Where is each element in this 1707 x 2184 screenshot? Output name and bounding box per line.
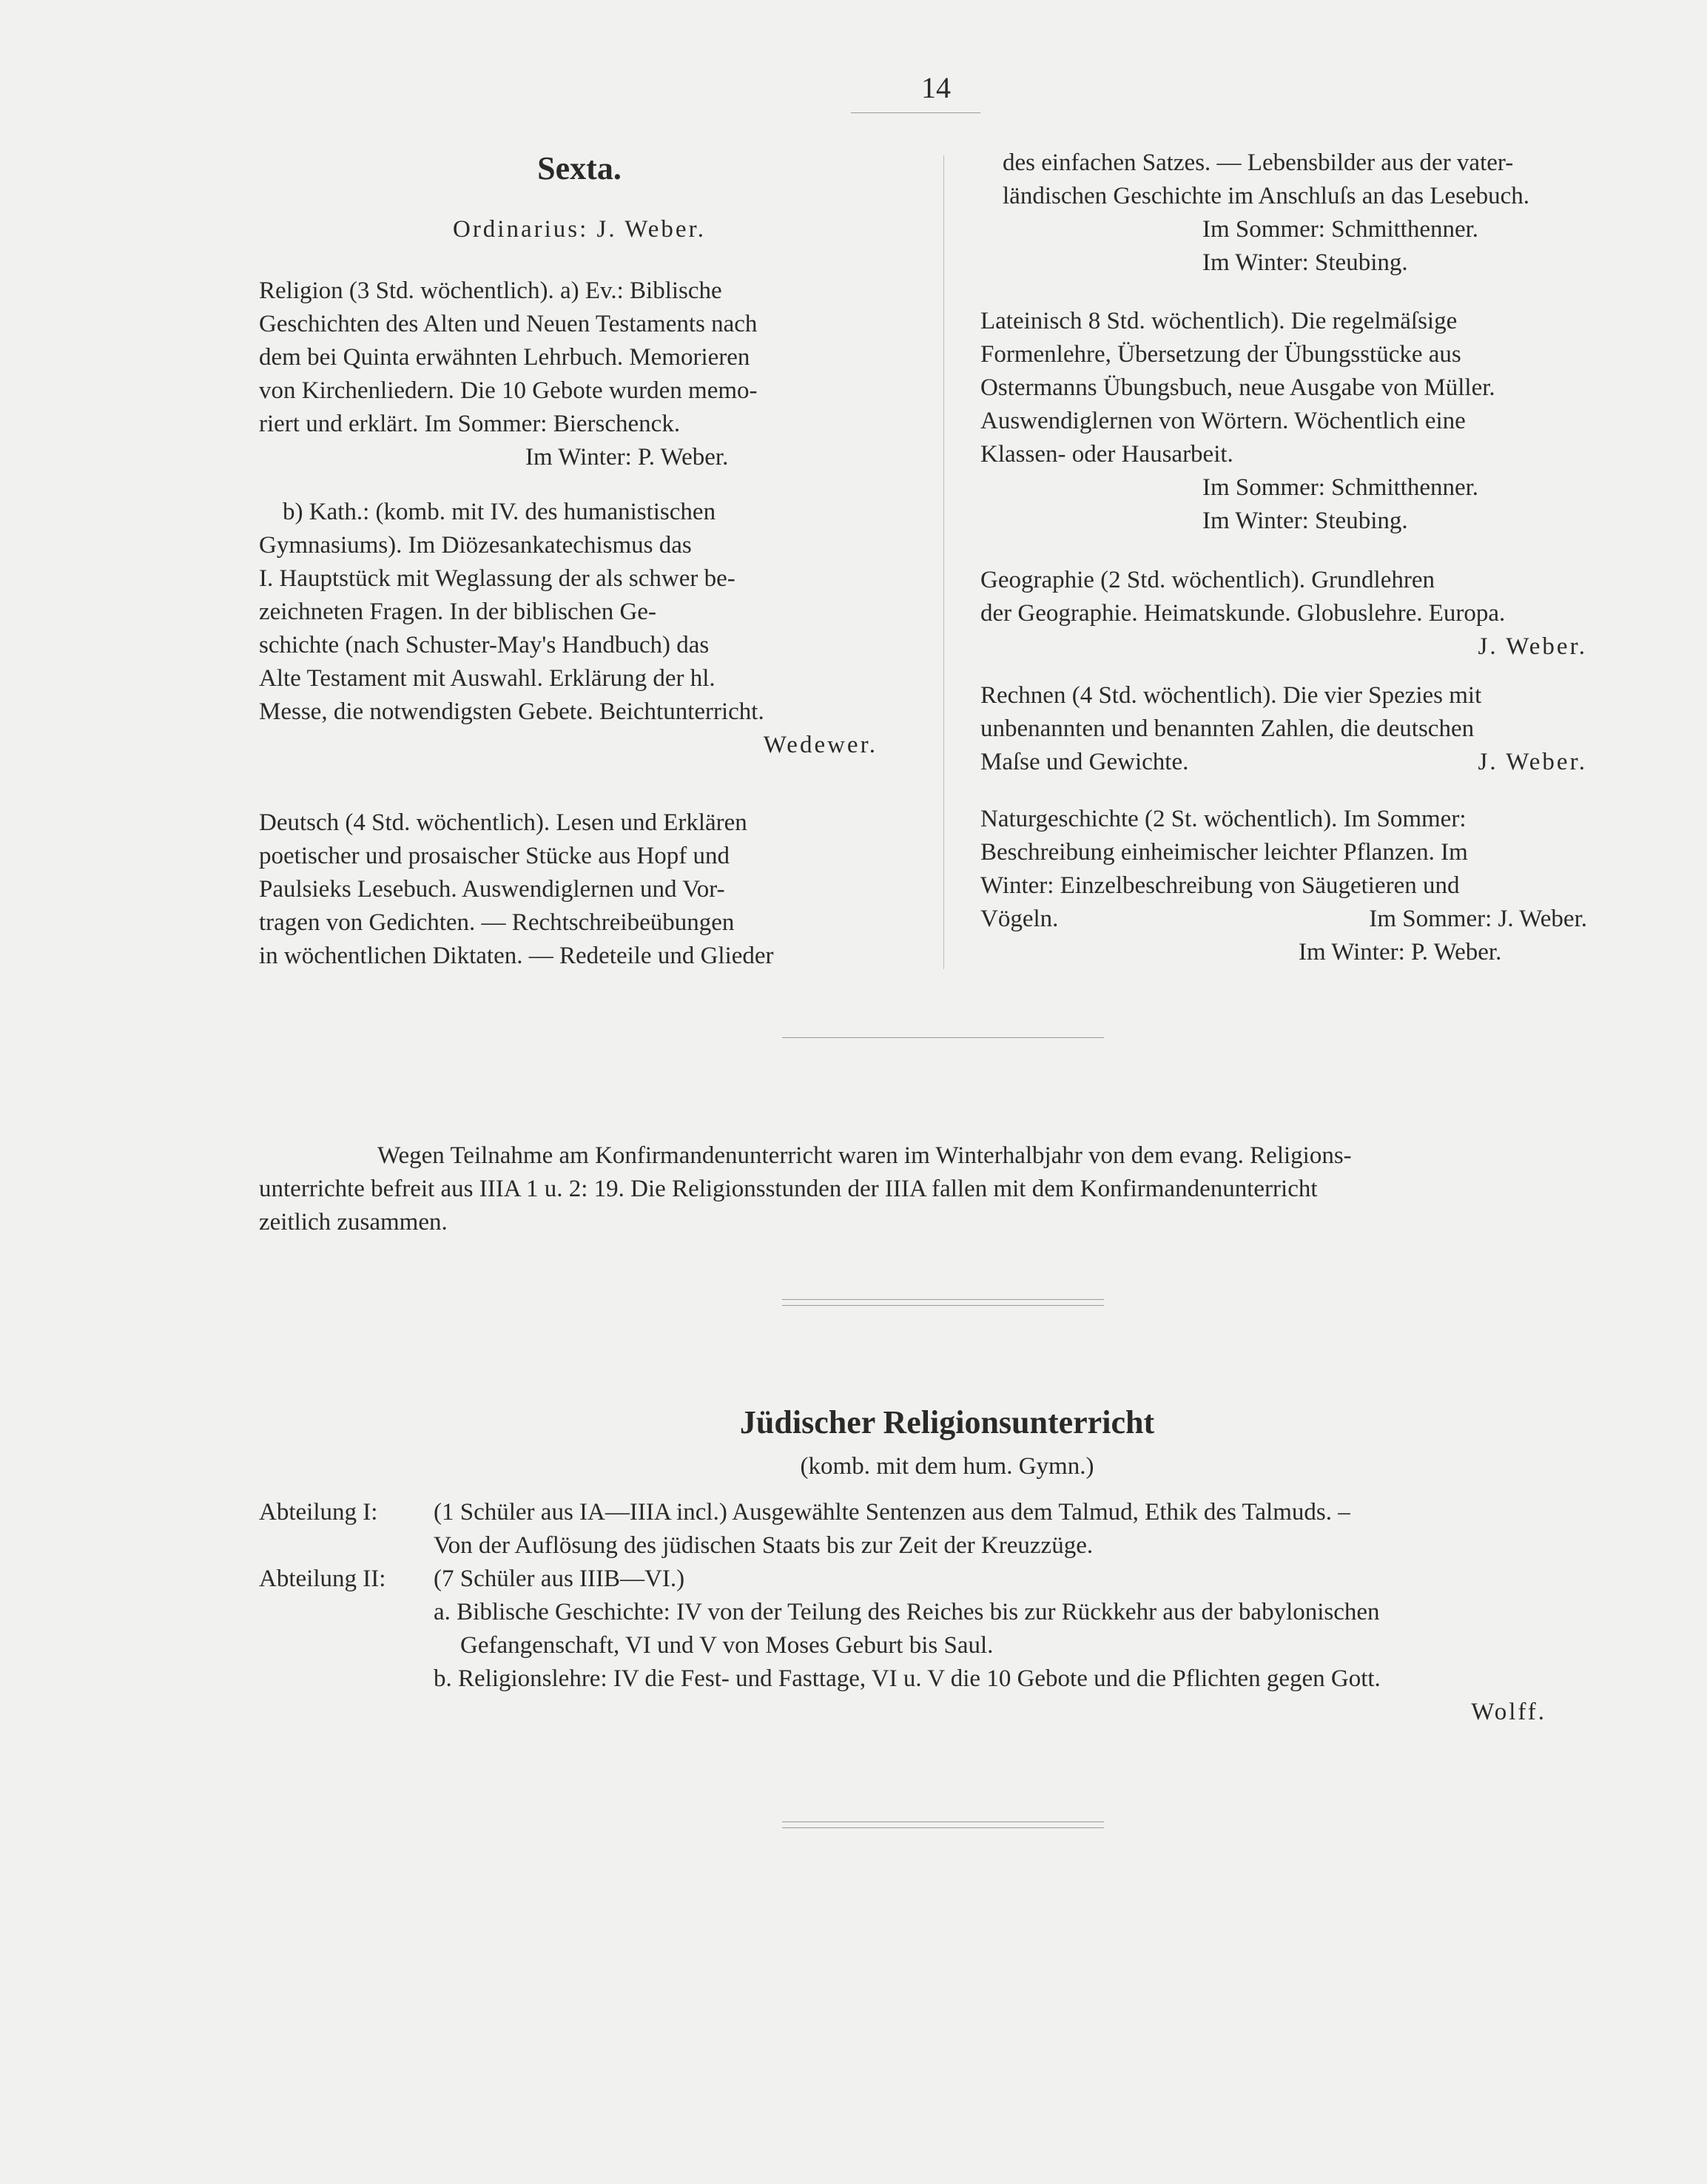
latein-winter: Im Winter: Steubing. [1202,508,1408,534]
deutsch-cont-line: des einfachen Satzes. — Lebensbilder aus der vater- [1003,149,1514,176]
kath-line: schichte (nach Schuster-May's Handbuch) das [259,632,710,658]
geographie-teacher: J. Weber. [1478,633,1587,660]
double-rule-bottom [782,1305,1104,1306]
abt2-text: (7 Schüler aus IIIB—VI.) [434,1565,685,1592]
kath-line: Messe, die notwendigsten Gebete. Beichtunterricht. [259,698,764,725]
natur-line: Beschreibung einheimischer leichter Pflanzen. Im [980,839,1468,866]
latein-sommer: Im Sommer: Schmitthenner. [1202,474,1479,501]
bottom-rule-bottom [782,1827,1104,1828]
natur-line: Winter: Einzelbeschreibung von Säugetieren und [980,872,1460,899]
deutsch-line: in wöchentlichen Diktaten. — Redeteile und Glieder [259,943,774,969]
note-line: unterrichte befreit aus IIIA 1 u. 2: 19. Die Religionsstunden der IIIA fallen mit dem Konfirmandenunterricht [259,1176,1318,1202]
sexta-title: Sexta. [537,150,622,186]
natur-line: Naturgeschichte (2 St. wöchentlich). Im Sommer: [980,806,1467,832]
note-line: zeitlich zusammen. [259,1209,448,1236]
juedisch-title: Jüdischer Religionsunterricht [739,1404,1155,1440]
abt2-b-line: b. Religionslehre: IV die Fest- und Fasttage, VI u. V die 10 Gebote und die Pflichten gegen Gott. [434,1665,1381,1692]
juedisch-subtitle: (komb. mit dem hum. Gymn.) [800,1453,1094,1480]
kath-line: zeichneten Fragen. In der biblischen Ge- [259,599,656,625]
page-number: 14 [921,71,951,104]
latein-line: Auswendiglernen von Wörtern. Wöchentlich eine [980,408,1466,434]
kath-line: Gymnasiums). Im Diözesankatechismus das [259,532,692,559]
deutsch-cont-winter: Im Winter: Steubing. [1202,249,1408,276]
latein-line: Ostermanns Übungsbuch, neue Ausgabe von Müller. [980,374,1495,401]
deutsch-line: Deutsch (4 Std. wöchentlich). Lesen und Erklären [259,809,747,836]
geographie-line: Geographie (2 Std. wöchentlich). Grundlehren [980,567,1435,593]
kath-line: I. Hauptstück mit Weglassung der als schwer be- [259,565,735,592]
kath-section [259,496,900,762]
deutsch-cont-section [980,146,1632,280]
section-rule [782,1037,1104,1038]
geographie-line: der Geographie. Heimatskunde. Globuslehre. Europa. [980,600,1506,627]
rechnen-section [980,679,1632,779]
note-section [259,1139,1635,1239]
deutsch-cont-sommer: Im Sommer: Schmitthenner. [1202,216,1479,243]
double-rule-top [782,1299,1104,1300]
header-rule [851,112,980,113]
rechnen-teacher: J. Weber. [1478,749,1587,775]
abt1-label: Abteilung I: [259,1499,378,1526]
abt2-a-line2: Gefangenschaft, VI und V von Moses Geburt bis Saul. [460,1632,994,1659]
religion-line: Geschichten des Alten und Neuen Testaments nach [259,311,758,337]
abt2-label: Abteilung II: [259,1565,386,1592]
natur-last-left: Vögeln. [980,906,1059,932]
juedisch-section [259,1496,1643,1729]
abt2-a-line: a. Biblische Geschichte: IV von der Teilung des Reiches bis zur Rückkehr aus der babylonischen [434,1599,1380,1625]
latein-line: Klassen- oder Hausarbeit. [980,441,1233,468]
natur-sommer: Im Sommer: J. Weber. [1369,906,1587,932]
deutsch-line: Paulsieks Lesebuch. Auswendiglernen und Vor- [259,876,725,903]
latein-section [980,305,1632,538]
note-line: Wegen Teilnahme am Konfirmandenunterricht waren im Winterhalbjahr von dem evang. Religions- [377,1142,1352,1169]
religion-winter: Im Winter: P. Weber. [525,444,729,471]
abt1-text: (1 Schüler aus IA—IIIA incl.) Ausgewählte Sentenzen aus dem Talmud, Ethik des Talmuds. – [434,1499,1350,1526]
religion-section [259,274,900,474]
kath-line: Alte Testament mit Auswahl. Erklärung der hl. [259,665,716,692]
deutsch-line: poetischer und prosaischer Stücke aus Hopf und [259,843,730,869]
column-divider [943,155,944,969]
religion-line: Religion (3 Std. wöchentlich). a) Ev.: Biblische [259,277,722,304]
kath-line: b) Kath.: (komb. mit IV. des humanistischen [283,499,716,525]
deutsch-section [259,806,900,973]
abt2-line [259,1563,1643,1596]
natur-winter: Im Winter: P. Weber. [1299,939,1502,965]
rechnen-line: unbenannten und benannten Zahlen, die deutschen [980,715,1475,742]
rechnen-last-left: Maſse und Gewichte. [980,749,1189,775]
religion-line: von Kirchenliedern. Die 10 Gebote wurden memo- [259,377,758,404]
juedisch-teacher: Wolff. [1471,1699,1546,1725]
religion-line: dem bei Quinta erwähnten Lehrbuch. Memorieren [259,344,750,371]
bottom-rule-top [782,1821,1104,1822]
kath-teacher: Wedewer. [763,732,878,758]
rechnen-last-line [980,746,1632,779]
deutsch-cont-line: ländischen Geschichte im Anschluſs an das Lesebuch. [1003,183,1530,209]
natur-section [980,803,1632,969]
geographie-section [980,564,1632,664]
natur-last-line [980,903,1632,936]
rechnen-line: Rechnen (4 Std. wöchentlich). Die vier Spezies mit [980,682,1482,709]
ordinarius-line: Ordinarius: J. Weber. [452,216,707,243]
latein-line: Lateinisch 8 Std. wöchentlich). Die regelmäſsige [980,308,1458,334]
religion-line: riert und erklärt. Im Sommer: Bierschenck. [259,411,681,437]
abt1-line [259,1496,1643,1529]
deutsch-line: tragen von Gedichten. — Rechtschreibeübungen [259,909,735,936]
abt1-line2: Von der Auflösung des jüdischen Staats bis zur Zeit der Kreuzzüge. [434,1532,1094,1559]
latein-line: Formenlehre, Übersetzung der Übungsstücke aus [980,341,1461,368]
